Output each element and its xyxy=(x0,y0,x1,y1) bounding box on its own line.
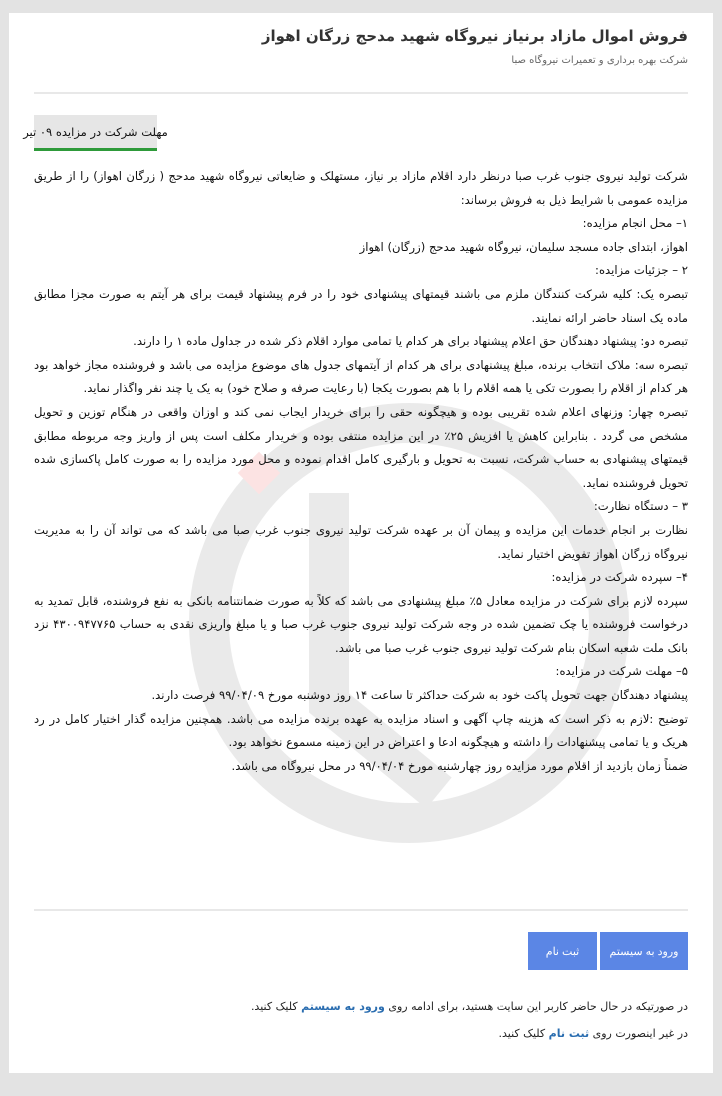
section-heading: ۲ – جزئیات مزایده: xyxy=(595,263,688,278)
footer-text: کلیک کنید. xyxy=(498,1027,549,1040)
auth-buttons xyxy=(528,932,688,970)
paragraph: ضمناً زمان بازدید از اقلام مورد مزایده روز چهارشنبه مورخ ۹۹/۰۴/۰۴ در محل نیروگاه می باشد. xyxy=(231,758,688,773)
content-card xyxy=(9,13,713,1073)
announcement-body xyxy=(34,165,688,778)
paragraph: پیشنهاد دهندگان جهت تحویل پاکت خود به شرکت حداکثر تا ساعت ۱۴ روز دوشنبه مورخ ۹۹/۰۴/۰۹ فرصت دارند. xyxy=(151,688,688,703)
paragraph: اهواز، ابتدای جاده مسجد سلیمان، نیروگاه شهید مدحج (زرگان) اهواز xyxy=(359,239,688,254)
section-heading: ۵– مهلت شرکت در مزایده: xyxy=(555,664,688,679)
paragraph: توضیح :لازم به ذکر است که هزینه چاپ آگهی و اسناد مزایده به عهده برنده مزایده می باشد. همچنین مزایده گذار اختیار کامل در رد هریک و یا تمامی پیشنهادات را داشته و هیچگونه ادعا و اعتراض در این زمینه مسموع نخواهد بود. xyxy=(34,711,688,750)
paragraph: تبصره چهار: وزنهای اعلام شده تقریبی بوده و هیچگونه حقی را برای خریدار ایجاب نمی کند و اوزان واقعی در هنگام توزین و تحویل مشخص می گردد . بنابراین کاهش یا افزیش ۲۵٪ در این مزایده منتفی بوده و خریدار مکلف است پس از واریز وجه مربوطه مطابق قیمتهای پیشنهادی به حساب شرکت، نسبت به تحویل و بارگیری کامل اقدام نموده و محل مورد مزایده را به صورت کامل پاکسازی شده تحویل فروشنده نماید. xyxy=(34,404,688,490)
section-heading: ۴– سپرده شرکت در مزایده: xyxy=(551,570,688,585)
page-title: فروش اموال مازاد برنیاز نیروگاه شهید مدحج زرگان اهواز xyxy=(261,27,688,45)
login-button[interactable]: ورود به سیستم xyxy=(600,932,688,970)
paragraph: نظارت بر انجام خدمات این مزایده و پیمان آن بر عهده شرکت تولید نیروی جنوب غرب صبا می باشد که می تواند آن را به مدیریت نیروگاه زرگان اهواز تفویض اختیار نماید. xyxy=(34,522,688,561)
tab-deadline[interactable]: مهلت شرکت در مزایده ۰۹ تیر xyxy=(34,115,157,151)
section-heading: ۳ – دستگاه نظارت: xyxy=(593,499,688,514)
login-link[interactable]: ورود به سیستم xyxy=(301,1000,385,1013)
section-heading: ۱– محل انجام مزایده: xyxy=(582,216,688,231)
footer-note xyxy=(251,993,688,1047)
divider xyxy=(34,92,688,94)
register-button[interactable]: ثبت نام xyxy=(528,932,597,970)
paragraph: شرکت تولید نیروی جنوب غرب صبا درنظر دارد اقلام مازاد بر نیاز، مستهلک و ضایعاتی نیروگاه شهید مدحج ( زرگان اهواز) را از طریق مزایده عمومی با شرایط ذیل به فروش برساند: xyxy=(34,169,688,207)
paragraph: تبصره دو: پیشنهاد دهندگان حق اعلام پیشنهاد برای هر کدام یا تمامی موارد اقلام ذکر شده در جداول ماده ۱ را دارند. xyxy=(133,334,688,349)
footer-text: کلیک کنید. xyxy=(250,1000,302,1013)
page-subtitle: شرکت بهره برداری و تعمیرات نیروگاه صبا xyxy=(511,55,688,66)
footer-text: در غیر اینصورت روی xyxy=(589,1027,688,1040)
divider xyxy=(34,909,688,911)
paragraph: تبصره یک: کلیه شرکت کنندگان ملزم می باشند قیمتهای پیشنهادی خود را در فرم پیشنهاد قیمت برای هر آیتم به صورت مجزا مطابق ماده یک اسناد حاضر ارائه نمایند. xyxy=(34,286,688,325)
paragraph: تبصره سه: ملاک انتخاب برنده، مبلغ پیشنهادی برای هر کدام از آیتمهای جدول های موضوع مزایده می باشد و فروشنده مجاز خواهد بود هر کدام از اقلام را بصورت تکی یا همه اقلام را با هم بصورت یکجا (با رعایت صرفه و صلاح خود) به یک یا چند نفر واگذار نماید. xyxy=(34,357,688,396)
register-link[interactable]: ثبت نام xyxy=(548,1027,590,1040)
footer-text: در صورتیکه در حال حاضر کاربر این سایت هستید، برای ادامه روی xyxy=(384,1000,688,1013)
paragraph: سپرده لازم برای شرکت در مزایده معادل ۵٪ مبلغ پیشنهادی می باشد که کلاً به صورت ضمانتنامه بانکی به نفع فروشنده، قابل تمدید به درخواست فروشنده یا چک تضمین شده در وجه شرکت تولید نیروی جنوب غرب صبا و یا مبلغ واریزی نقدی به حساب ۴۳۰۰۹۴۷۷۶۵ نزد بانک ملت شعبه اسکان بنام شرکت تولید نیروی جنوب غرب صبا می باشد. xyxy=(34,593,688,655)
